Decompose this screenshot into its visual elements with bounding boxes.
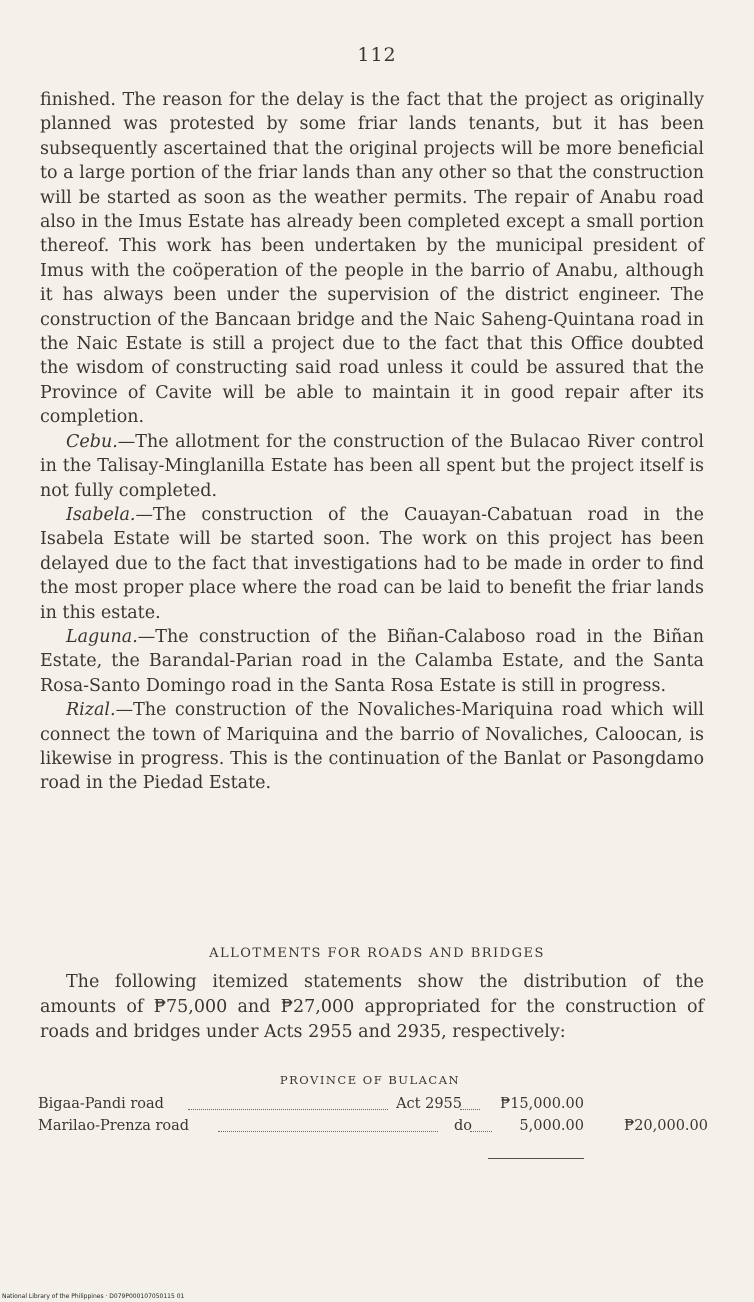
intro-paragraph: The following itemized statements show the distribution of the amounts of ₱75,000 and ₱27,000 appropriated for the construction of roads and bridges under Acts 2955 and 2935, respectively: <box>40 972 704 1042</box>
sum-rule <box>488 1158 584 1159</box>
section-heading: ALLOTMENTS FOR ROADS AND BRIDGES <box>209 946 545 961</box>
paragraph: finished. The reason for the delay is the fact that the project as originally planned was protested by some friar lands tenants, but it has been subsequently ascertained that the original projects will be more beneficial to a large portion of the friar lands than any other so that the construction will be started as soon as the weather permits. The repair of Anabu road also in the Imus Estate has already been completed except a small portion thereof. This work has been undertaken by the municipal president of Imus with the coöperation of the people in the barrio of Anabu, although it has always been under the supervision of the district engineer. The construction of the Bancaan bridge and the Naic Saheng-Quintana road in the Naic Estate is still a project due to the fact that this Office doubted the wisdom of constructing said road unless it could be assured that the Province of Cavite will be able to maintain it in good repair after its completion. <box>40 90 704 428</box>
section-label: Isabela. <box>66 504 136 525</box>
body-text <box>40 88 704 796</box>
page-number: 112 <box>357 44 397 66</box>
dot-leader <box>470 1131 492 1132</box>
amount: 5,000.00 <box>519 1118 584 1134</box>
section-rizal <box>40 698 704 796</box>
intro-text <box>40 970 704 1045</box>
table-row <box>38 1118 708 1140</box>
road-name: Bigaa-Pandi road <box>38 1096 167 1112</box>
table-subheading: PROVINCE OF BULACAN <box>279 1073 461 1087</box>
table-row <box>38 1096 708 1118</box>
section-isabela <box>40 503 704 625</box>
section-cebu <box>40 430 704 503</box>
road-name: Marilao-Prenza road <box>38 1118 192 1134</box>
footer-caption: National Library of the Philippines · D079P000107050115 01 <box>2 1293 185 1300</box>
section-laguna <box>40 625 704 698</box>
section-label: Rizal. <box>66 700 116 721</box>
allotment-table <box>38 1096 708 1140</box>
act-reference: Act 2955 <box>390 1096 462 1112</box>
act-reference: do <box>438 1118 472 1134</box>
amount: ₱15,000.00 <box>499 1096 584 1112</box>
dot-leader <box>218 1131 438 1132</box>
dot-leader <box>188 1109 388 1110</box>
section-label: Cebu. <box>66 431 118 452</box>
section-text: —The construction of the Novaliches-Mariquina road which will connect the town of Mariquina and the barrio of Novaliches, Caloocan, is likewise in progress. This is the continuation of the Banlat or Pasongdamo road in the Piedad Estate. <box>40 700 704 794</box>
section-text: —The allotment for the construction of the Bulacao River control in the Talisay-Minglanilla Estate has been all spent but the project itself is not fully completed. <box>40 431 704 501</box>
section-label: Laguna. <box>66 626 138 647</box>
section-text: —The construction of the Cauayan-Cabatuan road in the Isabela Estate will be started soon. The work on this project has been delayed due to the fact that investigations had to be made in order to find the most proper place where the road can be laid to benefit the friar lands in this estate. <box>40 504 704 623</box>
dot-leader <box>460 1109 480 1110</box>
total: ₱20,000.00 <box>623 1118 708 1134</box>
section-text: —The construction of the Biñan-Calaboso road in the Biñan Estate, the Barandal-Parian road in the Calamba Estate, and the Santa Rosa-Santo Domingo road in the Santa Rosa Estate is still in progress. <box>40 626 704 696</box>
